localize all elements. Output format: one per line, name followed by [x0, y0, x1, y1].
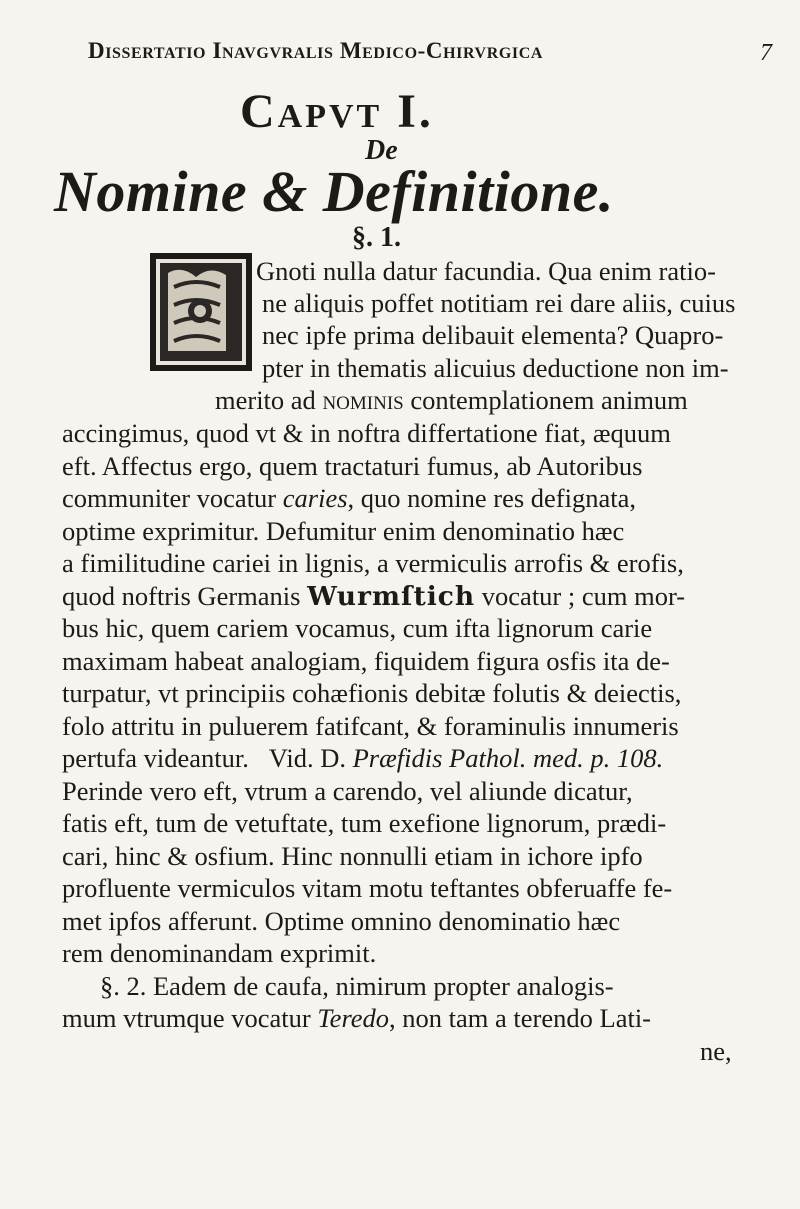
text-line: rem denominandam exprimit.	[62, 938, 377, 968]
text-line: pertufa videantur. Vid. D. Præfidis Pathol. med. p. 108.	[62, 743, 664, 773]
catchword: ne,	[700, 1036, 732, 1066]
text-line: pter in thematis alicuius deductione non im-	[262, 353, 729, 383]
page-number: 7	[760, 40, 772, 66]
text-line: fatis eft, tum de vetuftate, tum exefione lignorum, prædi-	[62, 808, 667, 838]
text-line: a fimilitudine cariei in lignis, a vermiculis arrofis & erofis,	[62, 548, 684, 578]
text-line: quod noftris Germanis Wurmſtich vocatur ; cum mor-	[62, 581, 686, 612]
text-line: eft. Affectus ergo, quem tractaturi fumus, ab Autoribus	[62, 451, 643, 481]
text-line: optime exprimitur. Defumitur enim denominatio hæc	[62, 516, 625, 546]
text-line: met ipfos afferunt. Optime omnino denominatio hæc	[62, 906, 621, 936]
text-line: maximam habeat analogiam, fiquidem figura osfis ita de-	[62, 646, 670, 676]
text-line: ne aliquis poffet notitiam rei dare aliis, cuius	[262, 288, 736, 318]
chapter-label: Capvt I.	[240, 85, 434, 138]
text-line: turpatur, vt principiis cohæfionis debitæ folutis & deiectis,	[62, 678, 682, 708]
text-line: Gnoti nulla datur facundia. Qua enim ratio-	[256, 256, 716, 286]
section-2-line: §. 2. Eadem de caufa, nimirum propter analogis-	[100, 971, 614, 1001]
text-line: merito ad nominis contemplationem animum	[215, 385, 688, 415]
running-head: Dissertatio Inavgvralis Medico-Chirvrgica	[88, 38, 544, 63]
text-line: nec ipfe prima delibauit elementa? Quapro-	[262, 320, 724, 350]
chapter-title: Nomine & Definitione.	[54, 159, 614, 224]
decorated-initial-icon	[150, 253, 252, 371]
text-line: cari, hinc & osfium. Hinc nonnulli etiam in ichore ipfo	[62, 841, 643, 871]
text-line: bus hic, quem cariem vocamus, cum ifta lignorum carie	[62, 613, 653, 643]
section-1-mark: §. 1.	[352, 222, 401, 253]
text-line: profluente vermiculos vitam motu teftantes obferuaffe fe-	[62, 873, 673, 903]
text-line: folo attritu in puluerem fatifcant, & foraminulis innumeris	[62, 711, 679, 741]
section-2-line: mum vtrumque vocatur Teredo, non tam a terendo Lati-	[62, 1003, 652, 1033]
text-line: communiter vocatur caries, quo nomine res defignata,	[62, 483, 637, 513]
text-line: accingimus, quod vt & in noftra differtatione fiat, æquum	[62, 418, 671, 448]
chapter-de: De	[365, 135, 398, 166]
text-line: Perinde vero eft, vtrum a carendo, vel aliunde dicatur,	[62, 776, 633, 806]
